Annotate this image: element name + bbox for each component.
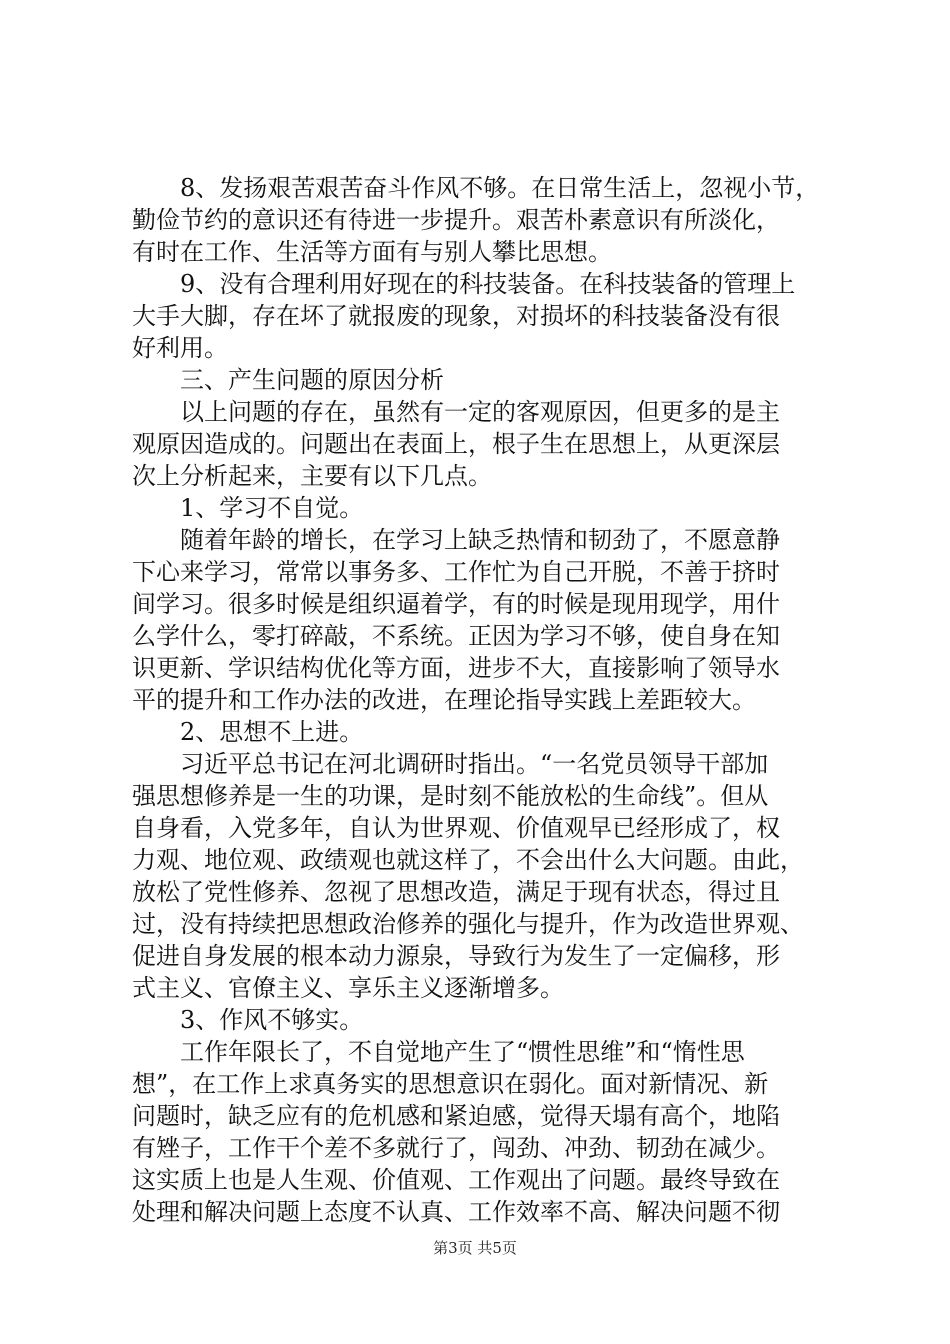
text-line: 有矬子，工作干个差不多就行了，闯劲、冲劲、韧劲在减少。	[132, 1134, 780, 1162]
text-line: 工作年限长了，不自觉地产生了“惯性思维”和“惰性思	[180, 1038, 745, 1066]
text-line: 以上问题的存在，虽然有一定的客观原因，但更多的是主	[180, 398, 780, 426]
text-line: 有时在工作、生活等方面有与别人攀比思想。	[132, 238, 612, 266]
text-line: 观原因造成的。问题出在表面上，根子生在思想上，从更深层	[132, 430, 780, 458]
text-line: 好利用。	[132, 334, 228, 362]
text-line: 促进自身发展的根本动力源泉，导致行为发生了一定偏移，形	[132, 942, 780, 970]
text-line: 2、思想不上进。	[180, 718, 364, 746]
text-line: 随着年龄的增长，在学习上缺乏热情和韧劲了，不愿意静	[180, 526, 780, 554]
text-line: 么学什么，零打碎敲，不系统。正因为学习不够，使自身在知	[132, 622, 780, 650]
text-line: 8、发扬艰苦艰苦奋斗作风不够。在日常生活上，忽视小节，	[180, 174, 820, 202]
text-line: 这实质上也是人生观、价值观、工作观出了问题。最终导致在	[132, 1166, 780, 1194]
text-line: 三、产生问题的原因分析	[180, 366, 444, 394]
text-line: 识更新、学识结构优化等方面，进步不大，直接影响了领导水	[132, 654, 780, 682]
text-line: 式主义、官僚主义、享乐主义逐渐增多。	[132, 974, 564, 1002]
text-line: 勤俭节约的意识还有待进一步提升。艰苦朴素意识有所淡化，	[132, 206, 780, 234]
text-line: 自身看，入党多年，自认为世界观、价值观早已经形成了，权	[132, 814, 780, 842]
text-line: 3、作风不够实。	[180, 1006, 364, 1034]
text-line: 想”，在工作上求真务实的思想意识在弱化。面对新情况、新	[132, 1070, 769, 1098]
text-line: 1、学习不自觉。	[180, 494, 364, 522]
document-body	[132, 172, 838, 1228]
text-line: 间学习。很多时候是组织逼着学，有的时候是现用现学，用什	[132, 590, 780, 618]
page-number-label: 第3页 共5页	[433, 1239, 517, 1257]
text-line: 下心来学习，常常以事务多、工作忙为自己开脱，不善于挤时	[132, 558, 780, 586]
text-line: 习近平总书记在河北调研时指出。“一名党员领导干部加	[180, 750, 769, 778]
page-footer	[0, 1238, 950, 1258]
text-line: 放松了党性修养、忽视了思想改造，满足于现有状态，得过且	[132, 878, 780, 906]
text-line: 处理和解决问题上态度不认真、工作效率不高、解决问题不彻	[132, 1198, 780, 1226]
text-line: 过，没有持续把思想政治修养的强化与提升，作为改造世界观、	[132, 910, 804, 938]
text-line: 力观、地位观、政绩观也就这样了，不会出什么大问题。由此，	[132, 846, 804, 874]
text-line: 大手大脚，存在坏了就报废的现象，对损坏的科技装备没有很	[132, 302, 780, 330]
text-line: 平的提升和工作办法的改进，在理论指导实践上差距较大。	[132, 686, 756, 714]
text-line: 次上分析起来，主要有以下几点。	[132, 462, 492, 490]
text-line: 强思想修养是一生的功课，是时刻不能放松的生命线”。但从	[132, 782, 769, 810]
text-line: 问题时，缺乏应有的危机感和紧迫感，觉得天塌有高个，地陷	[132, 1102, 780, 1130]
text-line: 9、没有合理利用好现在的科技装备。在科技装备的管理上	[180, 270, 796, 298]
